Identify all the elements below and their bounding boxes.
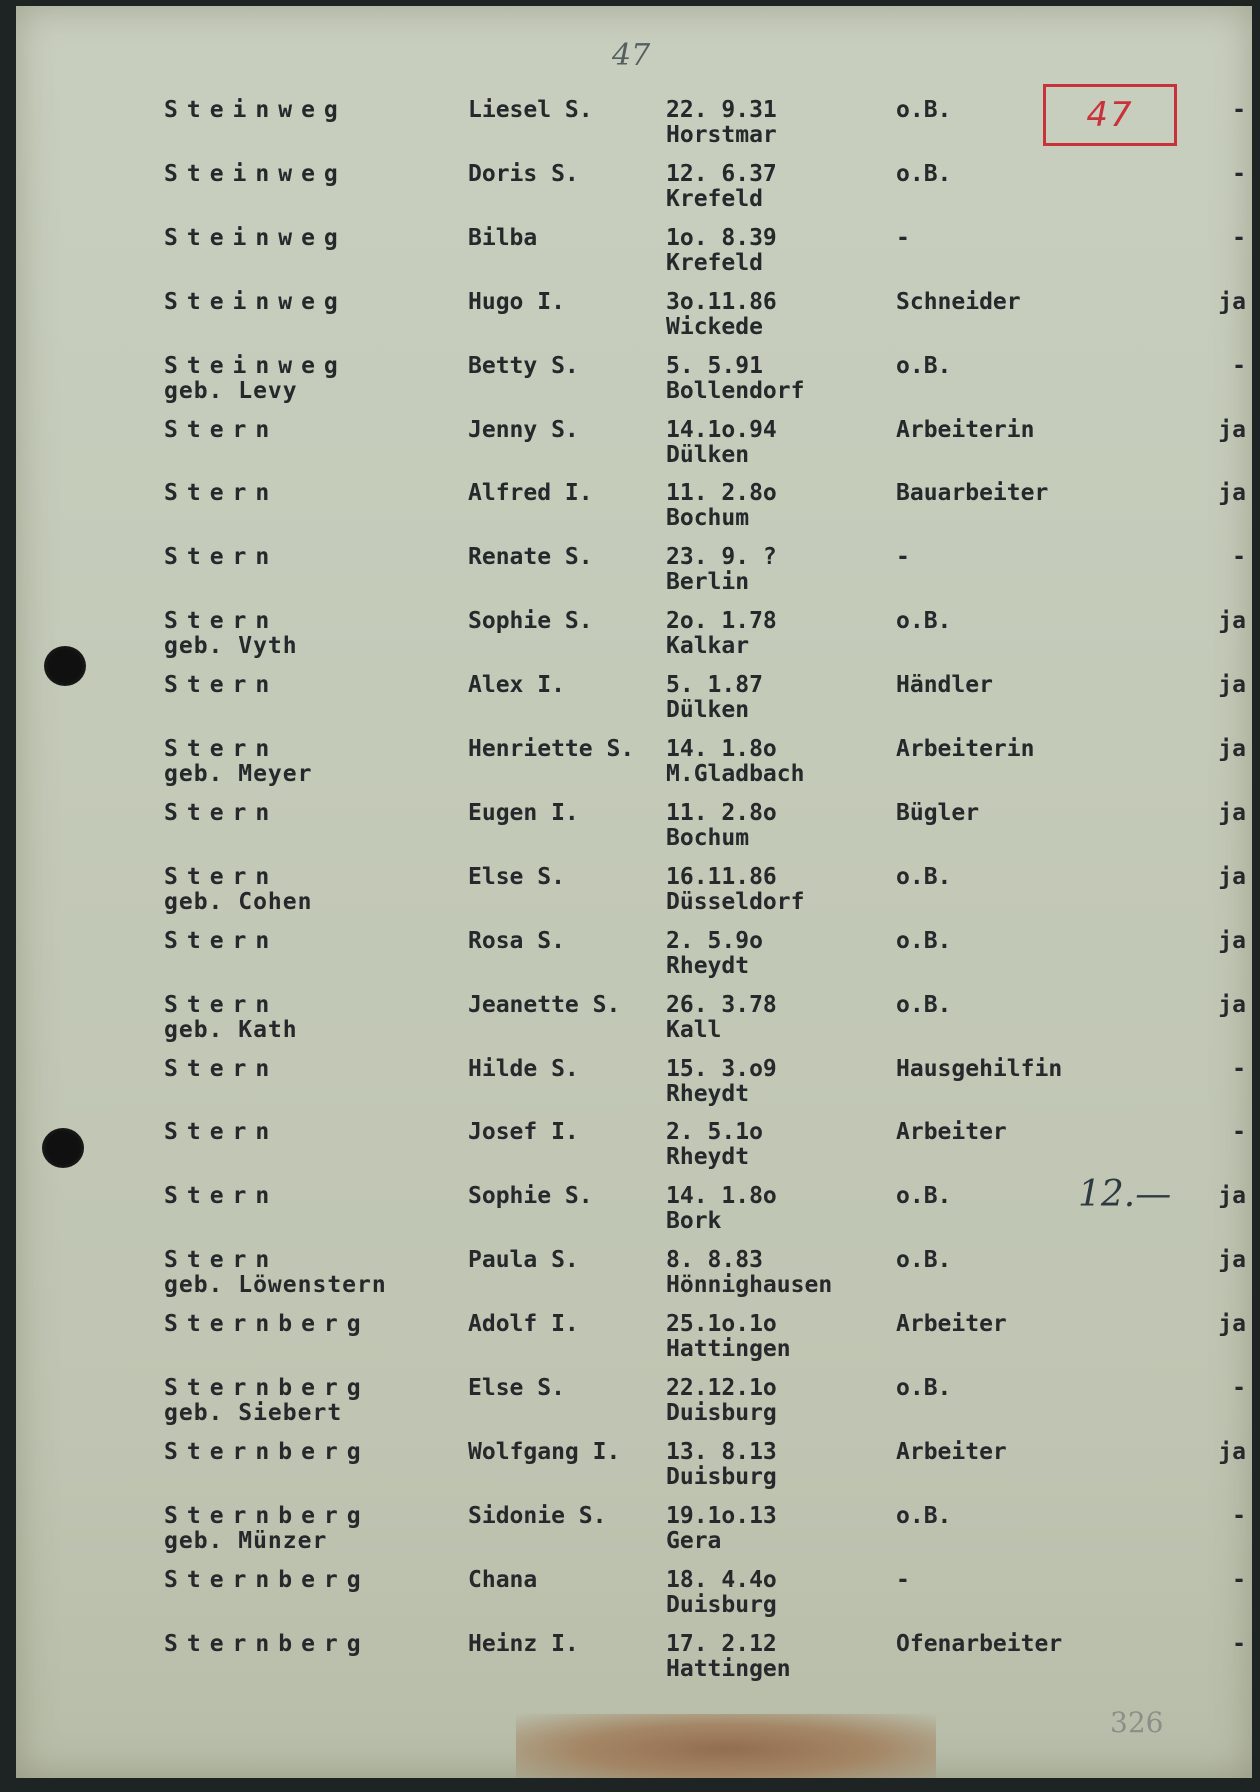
register-row [16,1568,1252,1628]
occupation: Arbeiterin [896,416,1035,443]
occupation: - [896,1566,910,1593]
surname: Steinweg [164,352,347,379]
surname-cell [164,1376,464,1426]
birth-cell [666,1248,886,1298]
birth-date: 13. 8.13 [666,1438,777,1465]
birth-cell [666,1184,886,1234]
maiden-name: geb. Vyth [164,633,298,660]
surname-cell [164,354,464,404]
status-flag: - [1232,97,1246,123]
birth-place: Duisburg [666,1463,777,1490]
birth-cell [666,993,886,1043]
occupation: Arbeiter [896,1311,1007,1338]
surname: Stern [164,1055,279,1082]
birth-date: 26. 3.78 [666,991,777,1018]
paper-stain [516,1714,936,1778]
occupation: o.B. [896,927,952,954]
given-name: Doris S. [468,160,579,187]
register-row [16,1440,1252,1500]
birth-date: 22.12.1o [666,1375,777,1401]
register-row [16,162,1252,222]
birth-place: Krefeld [666,249,763,276]
birth-cell [666,1376,886,1426]
given-name: Paula S. [468,1247,579,1274]
occupation: o.B. [896,863,952,890]
birth-place: Bork [666,1208,722,1235]
occupation: o.B. [896,1183,952,1210]
birth-place: Kall [666,1016,722,1043]
birth-date: 19.1o.13 [666,1502,777,1529]
surname: Stern [164,1247,279,1274]
birth-cell [666,865,886,915]
maiden-name: geb. Löwenstern [164,1272,387,1299]
status-flag: ja [1218,1311,1246,1338]
given-name: Hilde S. [468,1055,579,1082]
given-name: Sidonie S. [468,1502,607,1529]
surname: Steinweg [164,160,347,187]
surname-cell [164,418,464,443]
given-name: Renate S. [468,544,593,571]
birth-cell [666,1440,886,1490]
birth-date: 1o. 8.39 [666,224,777,251]
occupation: o.B. [896,991,952,1018]
surname: Stern [164,416,279,443]
surname-cell [164,1057,464,1082]
status-flag: ja [1218,416,1246,443]
birth-date: 3o.11.86 [666,288,777,315]
register-row [16,865,1252,925]
birth-place: Hattingen [666,1336,791,1363]
birth-place: Rheydt [666,1080,750,1107]
handwritten-page-number: 47 [612,38,651,73]
birth-date: 14. 1.8o [666,1183,777,1210]
given-name: Else S. [468,863,565,890]
occupation: Hausgehilfin [896,1055,1063,1082]
surname: Steinweg [164,288,347,315]
register-row [16,1184,1252,1244]
birth-date: 18. 4.4o [666,1566,777,1593]
birth-place: Gera [666,1527,722,1554]
surname-cell [164,1632,464,1657]
surname: Sternberg [164,1311,370,1338]
surname-cell [164,865,464,915]
occupation: Händler [896,672,993,699]
occupation: Schneider [896,288,1021,315]
surname: Steinweg [164,97,347,123]
given-name: Liesel S. [468,97,593,123]
surname: Sternberg [164,1566,370,1593]
birth-place: Rheydt [666,952,750,979]
register-row [16,609,1252,669]
occupation: o.B. [896,1375,952,1401]
occupation: o.B. [896,1502,952,1529]
given-name: Chana [468,1566,538,1593]
status-flag: ja [1218,608,1246,635]
birth-cell [666,162,886,212]
surname-cell [164,673,464,698]
maiden-name: geb. Siebert [164,1400,343,1426]
surname: Stern [164,544,279,571]
birth-place: Wickede [666,313,763,340]
occupation: Arbeiterin [896,736,1035,762]
birth-date: 14. 1.8o [666,736,777,762]
occupation: Bügler [896,799,980,826]
birth-date: 2o. 1.78 [666,608,777,635]
given-name: Heinz I. [468,1630,579,1657]
surname: Sternberg [164,1630,370,1657]
given-name: Adolf I. [468,1311,579,1338]
register-row [16,1312,1252,1372]
surname: Stern [164,799,279,826]
status-flag: ja [1218,863,1246,890]
surname-cell [164,162,464,187]
status-flag: ja [1218,991,1246,1018]
status-flag: - [1232,1502,1246,1529]
birth-cell [666,609,886,659]
birth-place: Hattingen [666,1655,791,1682]
surname: Stern [164,1119,279,1146]
birth-cell [666,801,886,851]
register-row [16,737,1252,797]
status-flag: - [1232,1119,1246,1146]
surname-cell [164,226,464,251]
status-flag: ja [1218,927,1246,954]
surname-cell [164,1248,464,1298]
given-name: Sophie S. [468,608,593,635]
given-name: Jeanette S. [468,991,621,1018]
handwritten-note: 12.— [1078,1174,1172,1215]
occupation: Ofenarbeiter [896,1630,1063,1657]
birth-date: 22. 9.31 [666,97,777,123]
register-row [16,545,1252,605]
birth-cell [666,1632,886,1682]
birth-date: 11. 2.8o [666,799,777,826]
surname-cell [164,1184,464,1209]
surname: Stern [164,736,279,762]
birth-cell [666,354,886,404]
given-name: Sophie S. [468,1183,593,1210]
surname-cell [164,1312,464,1337]
occupation: o.B. [896,160,952,187]
given-name: Else S. [468,1375,565,1401]
birth-place: Duisburg [666,1591,777,1618]
register-row [16,481,1252,541]
given-name: Wolfgang I. [468,1438,621,1465]
occupation: Bauarbeiter [896,480,1049,507]
birth-date: 5. 5.91 [666,352,763,379]
birth-date: 25.1o.1o [666,1311,777,1338]
register-row [16,1504,1252,1564]
register-row [16,673,1252,733]
birth-cell [666,98,886,148]
maiden-name: geb. Cohen [164,888,313,915]
birth-date: 15. 3.o9 [666,1055,777,1082]
given-name: Betty S. [468,352,579,379]
surname-cell [164,545,464,570]
birth-place: Duisburg [666,1400,777,1426]
birth-place: Hönnighausen [666,1272,833,1299]
birth-cell [666,418,886,468]
status-flag: - [1232,1630,1246,1657]
birth-date: 23. 9. ? [666,544,777,571]
occupation: - [896,544,910,571]
surname-cell [164,993,464,1043]
document-page [16,6,1252,1778]
birth-cell [666,545,886,595]
archive-number: 326 [1110,1706,1164,1739]
surname-cell [164,609,464,659]
register-row [16,1120,1252,1180]
status-flag: - [1232,544,1246,571]
surname: Sternberg [164,1502,370,1529]
birth-date: 14.1o.94 [666,416,777,443]
surname: Stern [164,480,279,507]
occupation: o.B. [896,608,952,635]
birth-date: 16.11.86 [666,863,777,890]
birth-place: Berlin [666,569,750,596]
birth-place: Dülken [666,697,750,724]
status-flag: - [1232,352,1246,379]
register-row [16,1248,1252,1308]
birth-cell [666,929,886,979]
given-name: Hugo I. [468,288,565,315]
occupation: o.B. [896,352,952,379]
surname-cell [164,801,464,826]
surname: Steinweg [164,224,347,251]
birth-date: 8. 8.83 [666,1247,763,1274]
register-row [16,929,1252,989]
surname-cell [164,290,464,315]
status-flag: ja [1218,1183,1246,1210]
surname: Stern [164,672,279,699]
status-flag: ja [1218,288,1246,315]
register-row [16,98,1252,158]
surname-cell [164,1504,464,1554]
birth-date: 11. 2.8o [666,480,777,507]
surname: Stern [164,863,279,890]
given-name: Jenny S. [468,416,579,443]
register-row [16,418,1252,478]
birth-cell [666,290,886,340]
status-flag: - [1232,1566,1246,1593]
birth-place: Dülken [666,441,750,468]
occupation: Arbeiter [896,1119,1007,1146]
status-flag: ja [1218,1438,1246,1465]
status-flag: - [1232,224,1246,251]
status-flag: ja [1218,799,1246,826]
birth-date: 2. 5.1o [666,1119,763,1146]
surname: Sternberg [164,1438,370,1465]
birth-cell [666,673,886,723]
status-flag: ja [1218,480,1246,507]
surname: Stern [164,927,279,954]
birth-place: Horstmar [666,122,777,148]
maiden-name: geb. Kath [164,1016,298,1043]
surname-cell [164,929,464,954]
birth-place: Kalkar [666,633,750,660]
birth-cell [666,1312,886,1362]
register-row [16,290,1252,350]
register-row [16,993,1252,1053]
birth-cell [666,737,886,787]
birth-place: Rheydt [666,1144,750,1171]
occupation: o.B. [896,1247,952,1274]
birth-cell [666,1568,886,1618]
status-flag: ja [1218,672,1246,699]
given-name: Rosa S. [468,927,565,954]
birth-place: Krefeld [666,185,763,212]
birth-cell [666,226,886,276]
surname: Stern [164,991,279,1018]
birth-date: 12. 6.37 [666,160,777,187]
status-flag: - [1232,160,1246,187]
maiden-name: geb. Münzer [164,1527,328,1554]
given-name: Henriette S. [468,736,635,762]
status-flag: ja [1218,736,1246,762]
given-name: Alex I. [468,672,565,699]
given-name: Bilba [468,224,538,251]
birth-cell [666,1057,886,1107]
surname-cell [164,98,464,123]
occupation: Arbeiter [896,1438,1007,1465]
occupation: - [896,224,910,251]
register-row [16,1632,1252,1692]
status-flag: ja [1218,1247,1246,1274]
register-row [16,1376,1252,1436]
birth-cell [666,481,886,531]
surname: Stern [164,608,279,635]
birth-place: M.Gladbach [666,761,805,787]
birth-date: 5. 1.87 [666,672,763,699]
birth-place: Düsseldorf [666,888,805,915]
register-row [16,226,1252,286]
surname-cell [164,737,464,787]
surname-cell [164,481,464,506]
register-row [16,354,1252,414]
given-name: Alfred I. [468,480,593,507]
surname-cell [164,1440,464,1465]
register-row [16,1057,1252,1117]
surname: Sternberg [164,1375,370,1401]
status-flag: - [1232,1375,1246,1401]
surname-cell [164,1120,464,1145]
status-flag: - [1232,1055,1246,1082]
maiden-name: geb. Meyer [164,761,313,787]
birth-cell [666,1120,886,1170]
birth-date: 2. 5.9o [666,927,763,954]
register-row [16,801,1252,861]
given-name: Eugen I. [468,799,579,826]
given-name: Josef I. [468,1119,579,1146]
surname-cell [164,1568,464,1593]
birth-cell [666,1504,886,1554]
birth-place: Bollendorf [666,377,805,404]
maiden-name: geb. Levy [164,377,298,404]
birth-place: Bochum [666,824,750,851]
birth-place: Bochum [666,505,750,532]
surname: Stern [164,1183,279,1210]
birth-date: 17. 2.12 [666,1630,777,1657]
red-stamp-number: 47 [1043,84,1177,146]
occupation: o.B. [896,97,952,123]
